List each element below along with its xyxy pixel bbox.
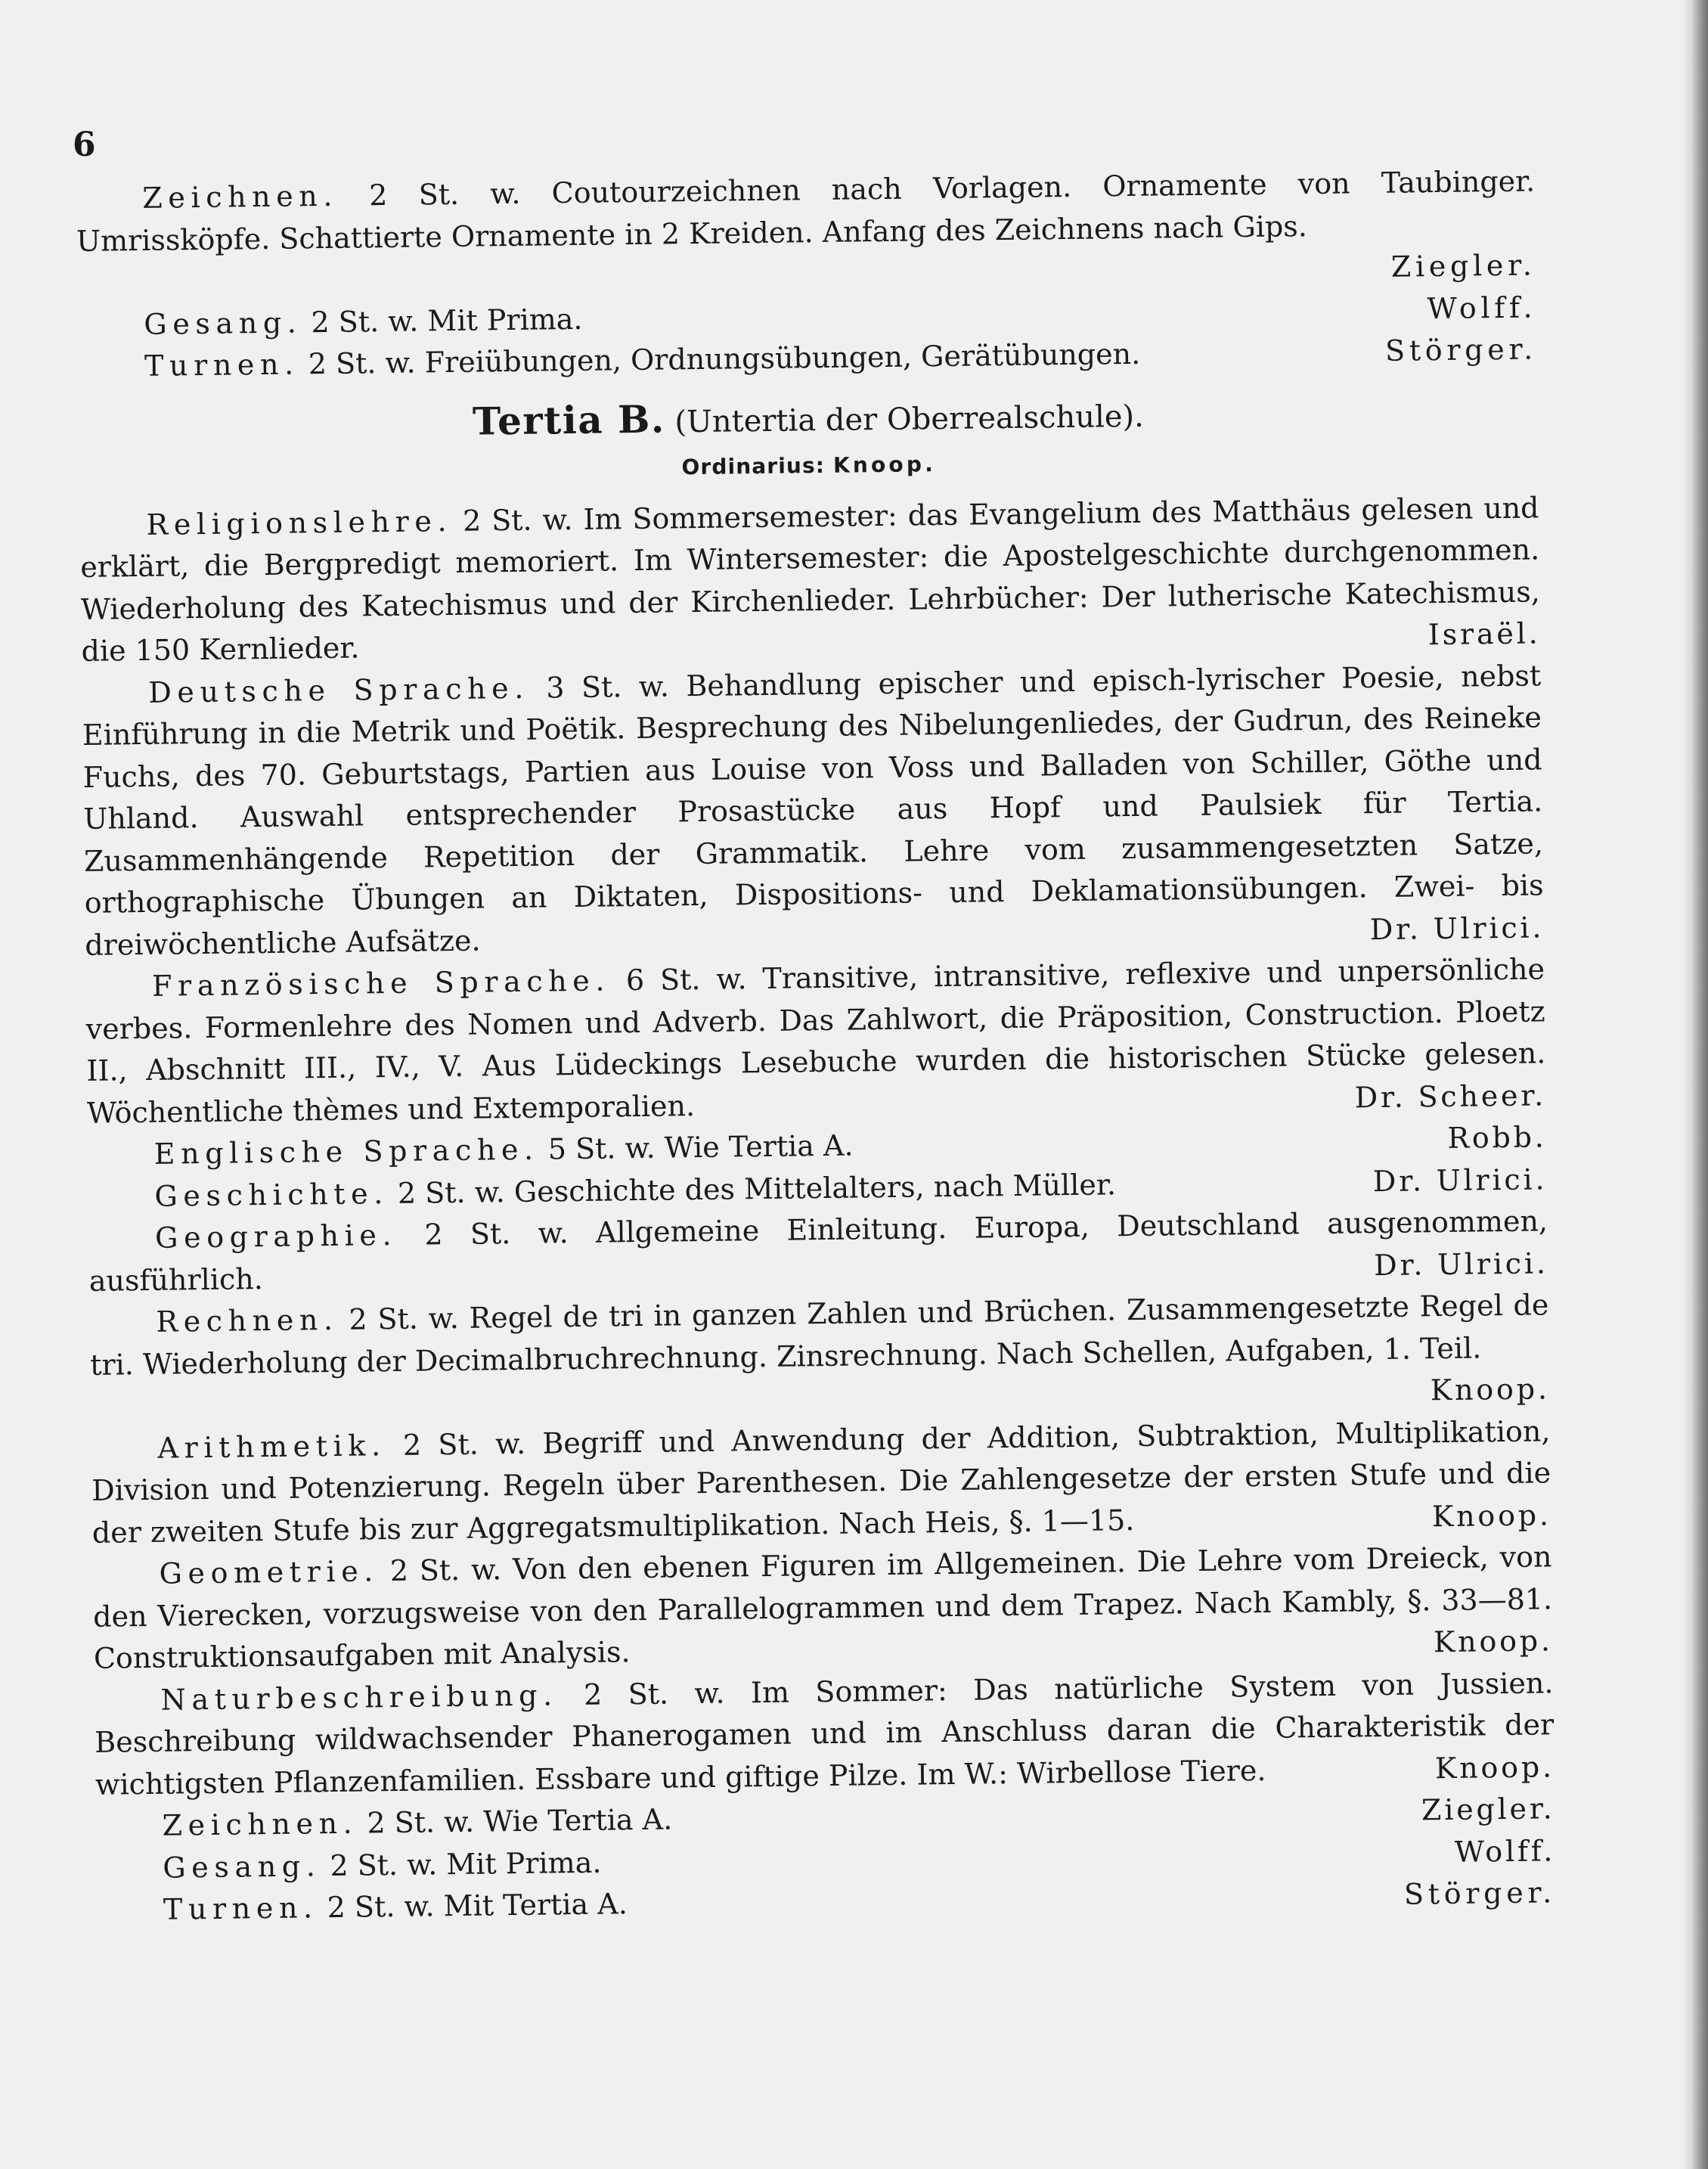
entry-text: 2 St. w. Mit Prima. (330, 1845, 602, 1882)
entry-teacher: Knoop. (1434, 1749, 1555, 1785)
entry-subject: Geographie. (154, 1218, 398, 1255)
entry-text: 2 St. w. Freiübungen, Ordnungsübungen, Gerätübungen. (308, 337, 1141, 381)
entry-subject: Gesang. (163, 1848, 321, 1885)
entry-text: 6 St. w. Transitive, intransitive, reflexive und unpersönliche verbes. Formenlehre des Nomen und Adverb. Das Zahlwort, die Präposition, Construction. Ploetz II., Abschnitt III., IV., V. Aus Lüdeckings Lesebuche wurden die historischen Stücke gelesen. Wöchentliche thèmes und Extemporalien. (85, 952, 1546, 1130)
entry-teacher: Knoop. (1433, 1624, 1554, 1659)
entry-subject: Arithmetik. (157, 1428, 386, 1465)
entry-naturbeschreibung (94, 1662, 1555, 1806)
entry-text: 5 St. w. Wie Tertia A. (547, 1128, 854, 1166)
entry-franzoesische-sprache (85, 948, 1547, 1134)
entry-deutsche-sprache (82, 655, 1545, 967)
entry-subject: Englische Sprache. (153, 1132, 539, 1171)
entry-teacher: Knoop. (1430, 1372, 1550, 1407)
page-number: 6 (73, 126, 96, 164)
entry-geometrie (92, 1536, 1553, 1680)
entry-text: 2 St. w. Begriff und Anwendung der Addition, Subtraktion, Multiplikation, Division und Potenzierung. Regeln über Parenthesen. Die Zahlengesetze der ersten Stufe und die der zweiten Stufe bis zur Aggregatsmultiplikation. Nach Heis, §. 1—15. (91, 1413, 1551, 1550)
entry-subject: Zeichnen. (142, 178, 339, 215)
entry-text: 2 St. w. Coutourzeichnen nach Vorlagen. Ornamente von Taubinger. Umrissköpfe. Schattierte Ornamente in 2 Kreiden. Anfang des Zeichnens nach Gips. (76, 164, 1536, 258)
entry-zeichnen-prev (76, 160, 1536, 304)
entry-subject: Geschichte. (154, 1176, 389, 1213)
entry-teacher: Dr. Ulrici. (1373, 1246, 1548, 1282)
entry-arithmetik (91, 1410, 1551, 1554)
entry-text: 2 St. w. Regel de tri in ganzen Zahlen und Brüchen. Zusammengesetzte Regel de tri. Wiederholung der Decimalbruchrechnung. Zinsrechnung. Nach Schellen, Aufgaben, 1. Teil. (89, 1288, 1549, 1382)
entry-subject: Naturbeschreibung. (160, 1677, 558, 1717)
entry-subject: Rechnen. (156, 1302, 339, 1339)
entry-subject: Geometrie. (159, 1554, 380, 1590)
entry-religionslehre (79, 487, 1541, 673)
entry-teacher: Störger. (1384, 332, 1538, 368)
entry-teacher: Knoop. (1431, 1497, 1551, 1533)
entry-subject: Französische Sprache. (151, 963, 611, 1003)
entry-subject: Turnen. (144, 347, 299, 383)
entry-text: 2 St. w. Im Sommer: Das natürliche System von Jussien. Beschreibung wildwachsender Phanerogamen und im Anschluss daran die Charakteristik der wichtigsten Pflanzenfamilien. Essbare und giftige Pilze. Im W.: Wirbellose Tiere. (94, 1665, 1555, 1801)
ordinarius-name: Knoop. (832, 451, 937, 478)
entry-teacher: Israël. (1427, 616, 1541, 652)
section-title: Tertia B. (472, 396, 666, 444)
entry-rechnen (89, 1284, 1550, 1428)
entry-teacher: Dr. Ulrici. (1369, 910, 1545, 946)
entry-teacher: Wolff. (1427, 290, 1537, 325)
entry-text: 2 St. w. Von den ebenen Figuren im Allgemeinen. Die Lehre vom Dreieck, von den Vierecken, vorzugsweise von den Parallelogrammen und dem Trapez. Nach Kambly, §. 33—81. Construktionsaufgaben mit Analysis. (92, 1540, 1553, 1675)
entry-teacher: Störger. (1403, 1876, 1557, 1911)
entry-text: 2 St. w. Mit Prima. (311, 302, 583, 339)
entry-subject: Zeichnen. (162, 1806, 358, 1842)
entry-subject: Turnen. (163, 1891, 318, 1926)
entry-text: 3 St. w. Behandlung epischer und episch-lyrischer Poesie, nebst Einführung in die Metrik und Poëtik. Besprechung des Nibelungenliedes, der Gudrun, des Reineke Fuchs, des 70. Geburtstags, Partien aus Louise von Voss und Balladen von Schiller, Göthe und Uhland. Auswahl entsprechender Prosastücke aus Hopf und Paulsiek für Tertia. Zusammenhängende Repetition der Grammatik. Lehre vom zusammengesetzten Satze, orthographische Übungen an Diktaten, Dispositions- und Deklamationsübungen. Zwei- bis dreiwöchentliche Aufsätze. (82, 658, 1544, 962)
section-subtitle: (Untertia der Oberrealschule). (674, 399, 1145, 439)
entry-subject: Religionslehre. (146, 504, 453, 541)
entry-teacher: Wolff. (1454, 1833, 1556, 1869)
entry-text: 2 St. w. Allgemeine Einleitung. Europa, Deutschland ausgenommen, ausführlich. (88, 1204, 1548, 1298)
entry-text: 2 St. w. Wie Tertia A. (367, 1802, 673, 1840)
ordinarius-label: Ordinarius: (681, 452, 826, 480)
page-edge-shadow (1682, 0, 1708, 2169)
entry-teacher: Robb. (1447, 1120, 1547, 1155)
entry-subject: Deutsche Sprache. (148, 671, 530, 709)
entry-teacher: Ziegler. (1421, 1792, 1555, 1827)
entry-teacher: Dr. Ulrici. (1372, 1162, 1548, 1198)
entry-subject: Gesang. (144, 305, 302, 341)
entry-text: 2 St. w. Mit Tertia A. (327, 1887, 628, 1925)
entry-text: 2 St. w. Geschichte des Mittelalters, nach Müller. (397, 1167, 1117, 1210)
page-content (76, 160, 1556, 1932)
entry-teacher: Ziegler. (1390, 248, 1536, 284)
entry-text: 2 St. w. Im Sommersemester: das Evangelium des Matthäus gelesen und erklärt, die Bergpredigt memoriert. Im Wintersemester: die Apostelgeschichte durchgenommen. Wiederholung des Katechismus und der Kirchenlieder. Lehrbücher: Der lutherische Katechismus, die 150 Kernlieder. (80, 490, 1541, 668)
entry-teacher: Dr. Scheer. (1354, 1078, 1547, 1114)
